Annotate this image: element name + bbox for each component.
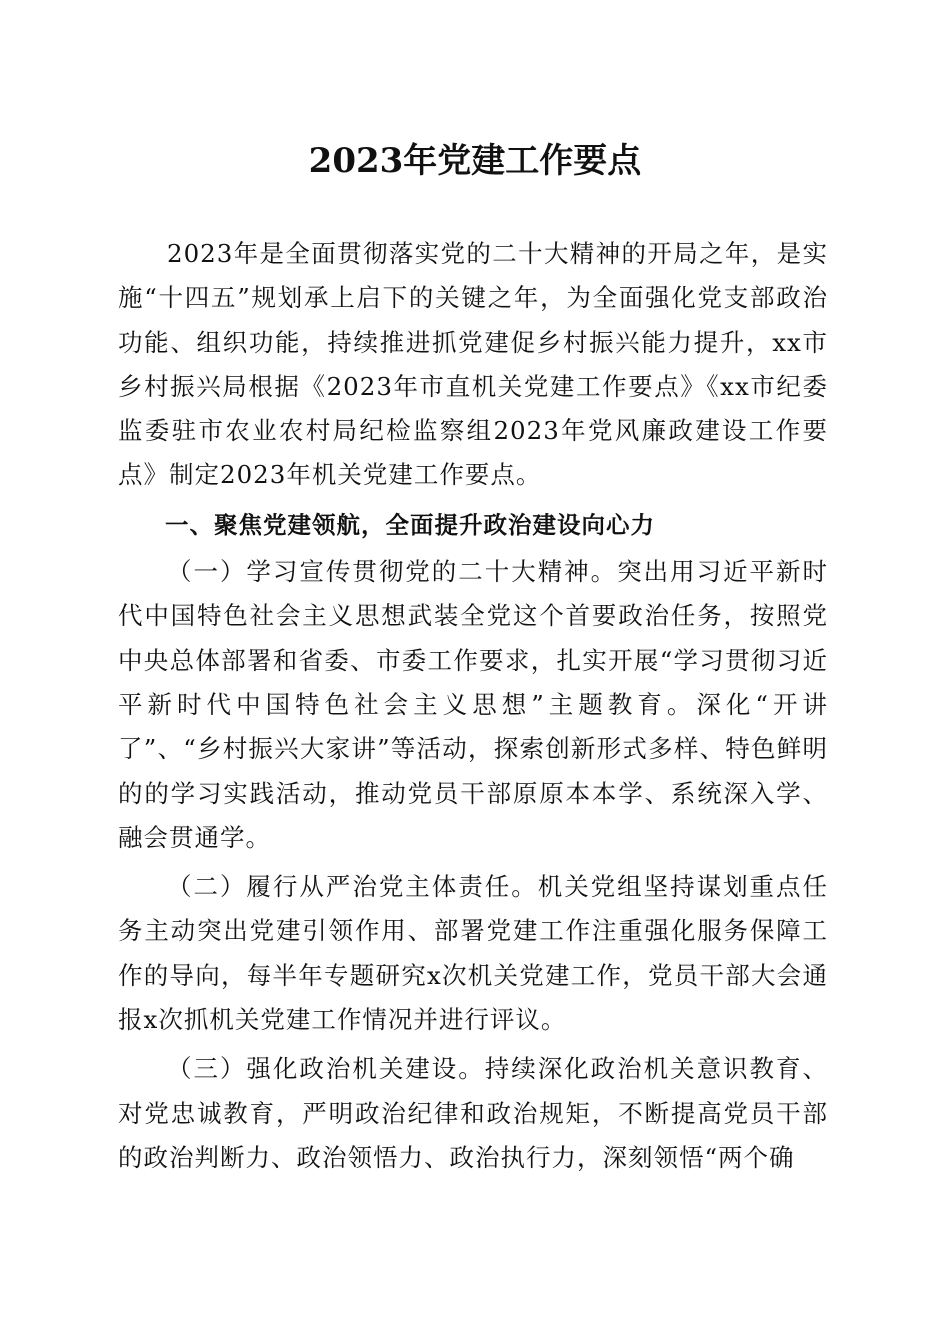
item-heading-2: （二）履行从严治党主体责任。 — [167, 872, 538, 902]
item-text-2: 机关党组坚持谋划重点任务主动突出党建引领作用、部署党建工作注重强化服务保障工作的导向，每半年专题研究x次机关党建工作，党员干部大会通报x次抓机关党建工作情况并进行评议。 — [118, 872, 829, 1035]
item-heading-1: （一）学习宣传贯彻党的二十大精神。 — [167, 557, 618, 587]
section-heading-1: 一、聚焦党建领航，全面提升政治建设向心力 — [165, 510, 655, 539]
item-paragraph-2 — [118, 865, 828, 1042]
item-paragraph-3 — [118, 1047, 828, 1180]
document-title: 2023年党建工作要点 — [308, 141, 642, 181]
item-paragraph-1 — [118, 550, 828, 860]
intro-paragraph: 2023年是全面贯彻落实党的二十大精神的开局之年，是实施“十四五”规划承上启下的关键之年，为全面强化党支部政治功能、组织功能，持续推进抓党建促乡村振兴能力提升，xx市乡村振兴局根据《2023年市直机关党建工作要点》《xx市纪委监委驻市农业农村局纪检监察组2023年党风廉政建设工作要点》制定2023年机关党建工作要点。 — [118, 239, 828, 490]
document-body — [118, 232, 828, 1185]
item-text-1: 突出用习近平新时代中国特色社会主义思想武装全党这个首要政治任务，按照党中央总体部署和省委、市委工作要求，扎实开展“学习贯彻习近平新时代中国特色社会主义思想”主题教育。深化“开讲了”、“乡村振兴大家讲”等活动，探索创新形式多样、特色鲜明的的学习实践活动，推动党员干部原原本本学、系统深入学、融会贯通学。 — [118, 557, 829, 852]
item-heading-3: （三）强化政治机关建设。 — [167, 1054, 485, 1084]
item-text-3: 持续深化政治机关意识教育、对党忠诚教育，严明政治纪律和政治规矩，不断提高党员干部的政治判断力、政治领悟力、政治执行力，深刻领悟“两个确 — [118, 1054, 828, 1172]
